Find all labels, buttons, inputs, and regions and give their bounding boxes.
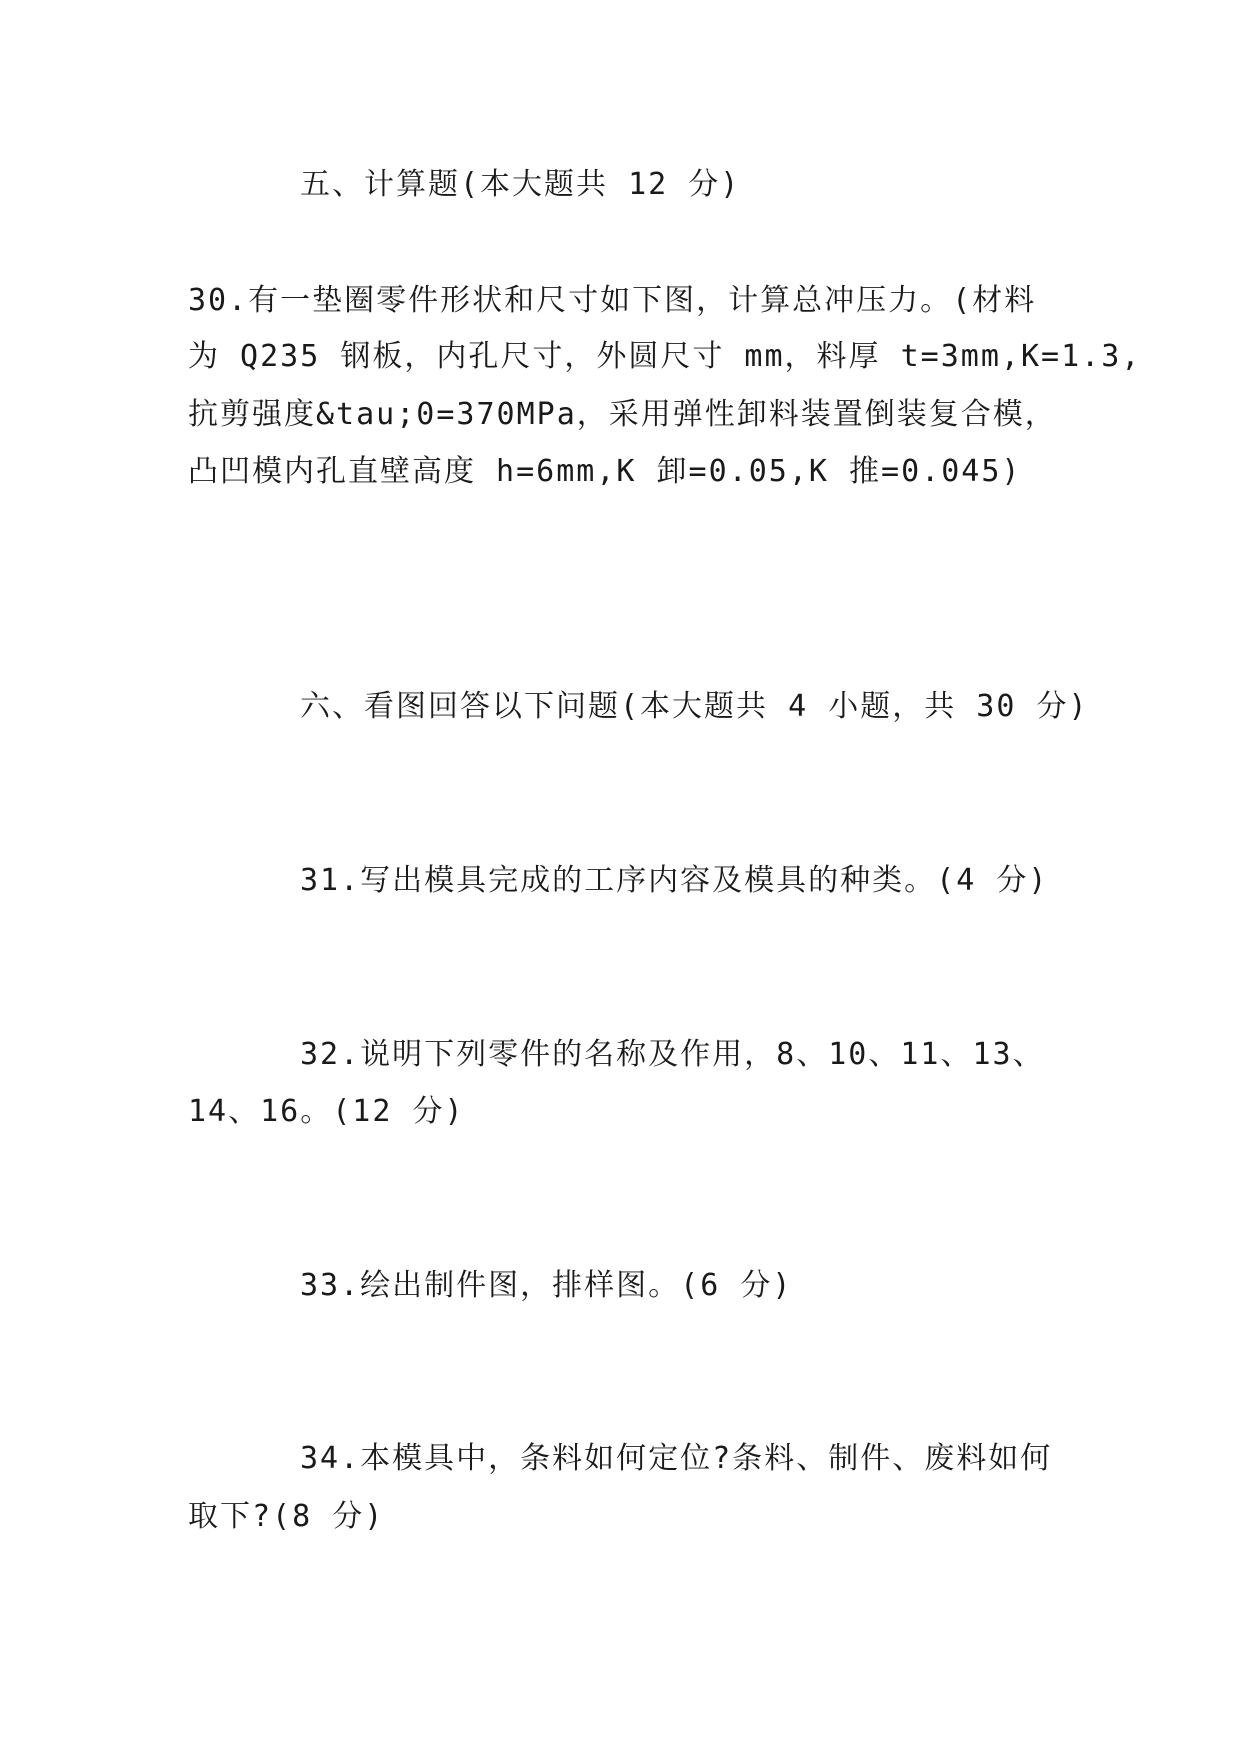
question-34-line-1: 34.本模具中，条料如何定位?条料、制件、废料如何 bbox=[300, 1441, 1053, 1476]
question-30-line-2: 为 Q235 钢板，内孔尺寸，外圆尺寸 mm，料厚 t=3mm,K=1.3, bbox=[188, 339, 1142, 374]
section-heading-calculation: 五、计算题(本大题共 12 分) bbox=[300, 167, 741, 202]
question-34-line-2: 取下?(8 分) bbox=[188, 1499, 385, 1534]
question-30-line-3: 抗剪强度&tau;0=370MPa，采用弹性卸料装置倒装复合模， bbox=[188, 397, 1057, 432]
section-heading-figure-questions: 六、看图回答以下问题(本大题共 4 小题，共 30 分) bbox=[300, 689, 1089, 724]
question-31: 31.写出模具完成的工序内容及模具的种类。(4 分) bbox=[300, 863, 1049, 898]
question-32-line-1: 32.说明下列零件的名称及作用，8、10、11、13、 bbox=[300, 1037, 1045, 1072]
question-30-line-1: 30.有一垫圈零件形状和尺寸如下图，计算总冲压力。(材料 bbox=[188, 283, 1037, 318]
question-33: 33.绘出制件图，排样图。(6 分) bbox=[300, 1268, 793, 1303]
question-32-line-2: 14、16。(12 分) bbox=[188, 1094, 465, 1129]
question-30-line-4: 凸凹模内孔直壁高度 h=6mm,K 卸=0.05,K 推=0.045) bbox=[188, 454, 1022, 489]
